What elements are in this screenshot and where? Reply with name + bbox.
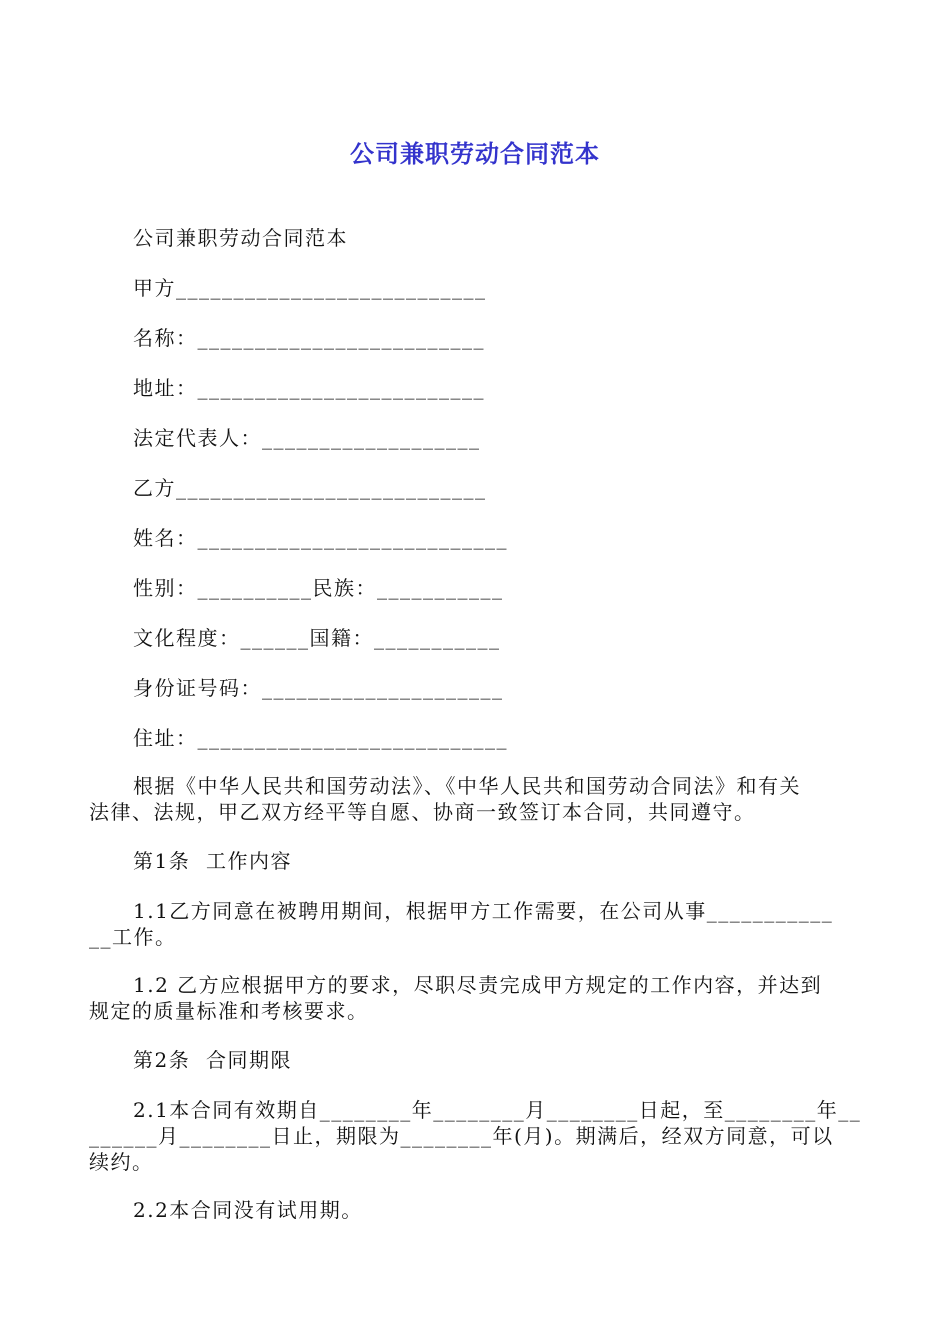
- party-b-name-line: 姓名：___________________________: [133, 526, 508, 550]
- clause-1-1-line-1: 1.1乙方同意在被聘用期间，根据甲方工作需要，在公司从事___________: [133, 899, 834, 923]
- clause-2-1-line-1: 2.1本合同有效期自________年________月________日起，至________年__: [133, 1098, 862, 1122]
- clause-1-1-line-2: __工作。: [89, 925, 177, 949]
- clause-2-2-line: 2.2本合同没有试用期。: [133, 1198, 363, 1222]
- party-a-name-line: 名称：_________________________: [133, 326, 485, 350]
- party-a-address-line: 地址：_________________________: [133, 376, 485, 400]
- preamble-line-1: 根据《中华人民共和国劳动法》、《中华人民共和国劳动合同法》和有关: [133, 774, 801, 798]
- gender-ethnicity-line: 性别：__________民族：___________: [133, 576, 504, 600]
- id-number-line: 身份证号码：_____________________: [133, 676, 504, 700]
- clause-2-1-line-3: 续约。: [89, 1150, 154, 1174]
- education-nationality-line: 文化程度：______国籍：___________: [133, 626, 501, 650]
- article-2-heading: 第2条 合同期限: [133, 1048, 292, 1072]
- document-title: 公司兼职劳动合同范本: [350, 140, 600, 168]
- subtitle-line: 公司兼职劳动合同范本: [133, 226, 348, 250]
- article-1-heading: 第1条 工作内容: [133, 849, 292, 873]
- clause-2-1-line-2: ______月________日止，期限为________年(月)。期满后，经双方同意，可以: [89, 1124, 834, 1148]
- legal-representative-line: 法定代表人：___________________: [133, 426, 481, 450]
- party-b-line: 乙方___________________________: [133, 476, 487, 500]
- party-a-line: 甲方___________________________: [133, 276, 487, 300]
- clause-1-2-line-1: 1.2 乙方应根据甲方的要求，尽职尽责完成甲方规定的工作内容，并达到: [133, 973, 823, 997]
- clause-1-2-line-2: 规定的质量标准和考核要求。: [89, 999, 369, 1023]
- party-b-address-line: 住址：___________________________: [133, 726, 508, 750]
- preamble-line-2: 法律、法规，甲乙双方经平等自愿、协商一致签订本合同，共同遵守。: [89, 800, 756, 824]
